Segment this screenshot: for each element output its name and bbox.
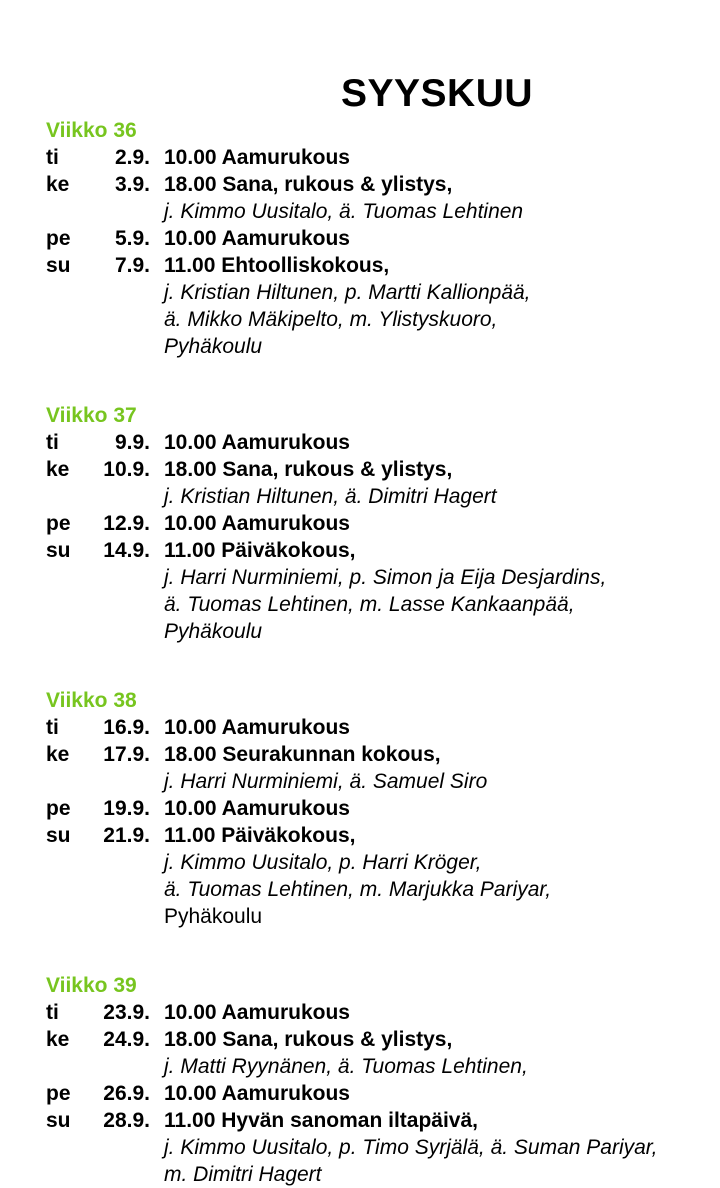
date: 7.9.: [114, 254, 150, 277]
event: 10.00 Aamurukous: [164, 1082, 350, 1105]
event: 11.00 Hyvän sanoman iltapäivä,: [164, 1109, 478, 1132]
date: 14.9.: [103, 539, 150, 562]
event: 10.00 Aamurukous: [164, 146, 350, 169]
schedule-row: [46, 795, 706, 822]
weekday: su: [46, 254, 71, 277]
weekday: ke: [46, 173, 70, 196]
date: 24.9.: [103, 1028, 150, 1051]
schedule-row: [46, 999, 706, 1026]
weekday: ti: [46, 146, 59, 169]
event-details: m. Dimitri Hagert: [164, 1163, 322, 1186]
schedule-row: [46, 714, 706, 741]
event-details: ä. Tuomas Lehtinen, m. Lasse Kankaanpää,: [164, 593, 575, 616]
date: 26.9.: [103, 1082, 150, 1105]
event: 18.00 Sana, rukous & ylistys,: [164, 173, 453, 196]
event: 10.00 Aamurukous: [164, 431, 350, 454]
event: 18.00 Seurakunnan kokous,: [164, 743, 441, 766]
date: 23.9.: [103, 1001, 150, 1024]
event: 11.00 Ehtoolliskokous,: [164, 254, 390, 277]
event: 18.00 Sana, rukous & ylistys,: [164, 458, 453, 481]
event-details: j. Kristian Hiltunen, p. Martti Kallionpää,: [164, 281, 531, 304]
event: 11.00 Päiväkokous,: [164, 539, 356, 562]
date: 3.9.: [114, 173, 150, 196]
schedule-row: [46, 252, 706, 279]
weekday: pe: [46, 227, 71, 250]
date: 16.9.: [103, 716, 150, 739]
event-details: j. Matti Ryynänen, ä. Tuomas Lehtinen,: [164, 1055, 528, 1078]
date: 5.9.: [114, 227, 150, 250]
event-details: j. Harri Nurminiemi, ä. Samuel Siro: [164, 770, 488, 793]
date: 17.9.: [103, 743, 150, 766]
schedule-row: [46, 537, 706, 564]
event-details: j. Kimmo Uusitalo, p. Harri Kröger,: [164, 851, 482, 874]
week-label: Viikko 36: [46, 119, 137, 142]
event-details: Pyhäkoulu: [164, 905, 263, 928]
weekday: su: [46, 539, 71, 562]
event: 10.00 Aamurukous: [164, 1001, 350, 1024]
schedule-row: [46, 741, 706, 768]
date: 9.9.: [114, 431, 150, 454]
schedule-row: [46, 510, 706, 537]
event-details: ä. Tuomas Lehtinen, m. Marjukka Pariyar,: [164, 878, 552, 901]
schedule-row: [46, 1107, 706, 1134]
event: 10.00 Aamurukous: [164, 797, 350, 820]
event-details: j. Kimmo Uusitalo, p. Timo Syrjälä, ä. Suman Pariyar,: [164, 1136, 658, 1159]
weekday: pe: [46, 1082, 71, 1105]
date: 10.9.: [103, 458, 150, 481]
event: 10.00 Aamurukous: [164, 227, 350, 250]
weekday: ke: [46, 1028, 70, 1051]
date: 21.9.: [103, 824, 150, 847]
weekday: ti: [46, 431, 59, 454]
weekday: su: [46, 824, 71, 847]
event-details: j. Kimmo Uusitalo, ä. Tuomas Lehtinen: [164, 200, 524, 223]
schedule-row: [46, 456, 706, 483]
weekday: ke: [46, 458, 70, 481]
event-details: j. Harri Nurminiemi, p. Simon ja Eija Desjardins,: [164, 566, 607, 589]
schedule-row: [46, 1080, 706, 1107]
event-details: ä. Mikko Mäkipelto, m. Ylistyskuoro,: [164, 308, 498, 331]
event-details: j. Kristian Hiltunen, ä. Dimitri Hagert: [164, 485, 497, 508]
week-label: Viikko 38: [46, 689, 137, 712]
event: 10.00 Aamurukous: [164, 512, 350, 535]
weekday: ti: [46, 716, 59, 739]
schedule-row: [46, 822, 706, 849]
date: 28.9.: [103, 1109, 150, 1132]
weekday: pe: [46, 797, 71, 820]
schedule-row: [46, 429, 706, 456]
event: 10.00 Aamurukous: [164, 716, 350, 739]
weekday: pe: [46, 512, 71, 535]
date: 12.9.: [103, 512, 150, 535]
weekday: su: [46, 1109, 71, 1132]
event-details: Pyhäkoulu: [164, 620, 263, 643]
weekday: ti: [46, 1001, 59, 1024]
week-label: Viikko 39: [46, 974, 137, 997]
weekday: ke: [46, 743, 70, 766]
event: 11.00 Päiväkokous,: [164, 824, 356, 847]
event: 18.00 Sana, rukous & ylistys,: [164, 1028, 453, 1051]
week-label: Viikko 37: [46, 404, 137, 427]
page-title: SYYSKUU: [341, 72, 534, 115]
schedule-row: [46, 225, 706, 252]
schedule-row: [46, 1026, 706, 1053]
date: 19.9.: [103, 797, 150, 820]
date: 2.9.: [114, 146, 150, 169]
schedule-row: [46, 171, 706, 198]
schedule: [46, 117, 706, 1188]
event-details: Pyhäkoulu: [164, 335, 263, 358]
schedule-row: [46, 144, 706, 171]
